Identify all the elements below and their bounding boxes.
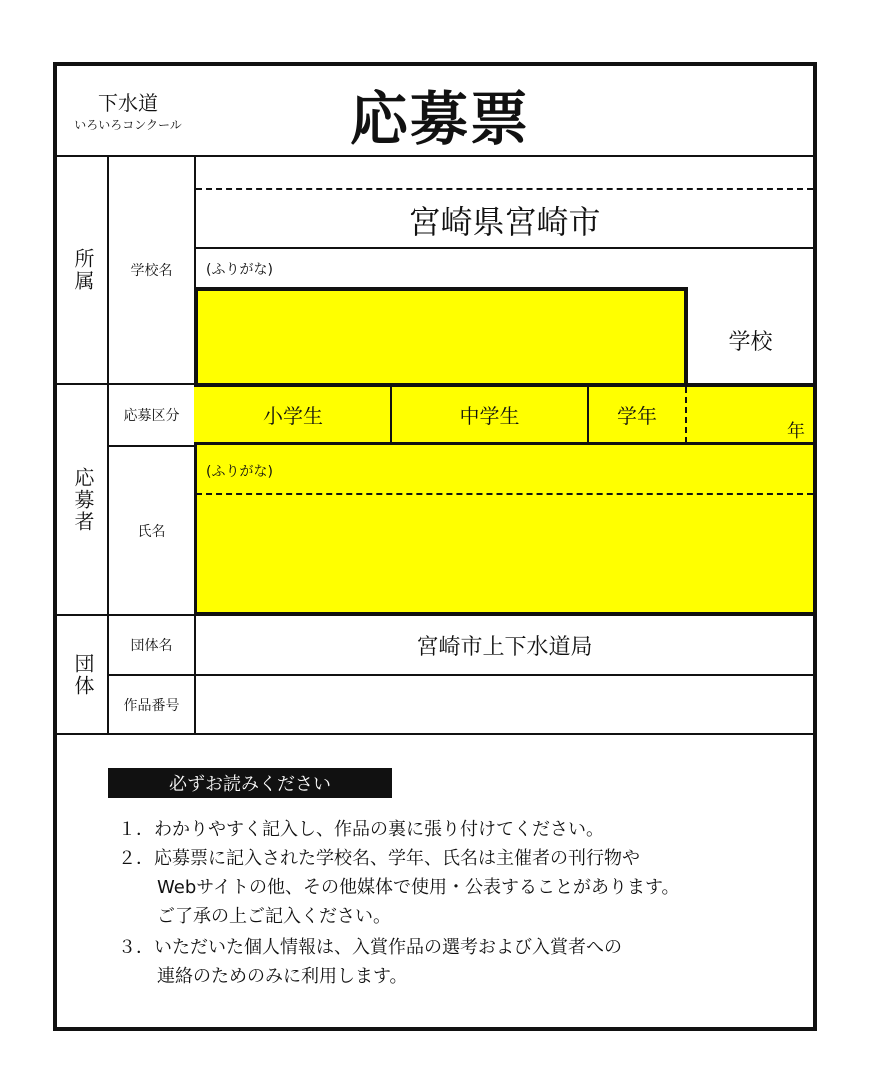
category-elementary[interactable]: 小学生 bbox=[263, 404, 323, 428]
note-item: Webサイトの他、その他媒体で使用・公表することがあります。 bbox=[157, 877, 680, 898]
school-city: 宮崎県宮崎市 bbox=[408, 202, 601, 241]
school-name-label: 学校名 bbox=[130, 263, 173, 279]
divider-notes bbox=[57, 733, 813, 735]
note-item: ３．いただいた個人情報は、入賞作品の選考および入賞者への bbox=[118, 937, 622, 958]
brand-line1: 下水道 bbox=[98, 90, 158, 115]
note-item: 連絡のためのみに利用します。 bbox=[157, 966, 408, 987]
page-title: 応募票 bbox=[349, 85, 530, 153]
school-name-input[interactable] bbox=[194, 287, 688, 385]
section-applicant: 応募者 bbox=[71, 466, 95, 533]
school-city-line bbox=[196, 247, 813, 249]
section-group: 団体 bbox=[71, 652, 95, 697]
section-affiliation: 所属 bbox=[71, 248, 95, 292]
note-item: １．わかりやすく記入し、作品の裏に張り付けてください。 bbox=[118, 819, 604, 840]
section-applicant-cell bbox=[59, 385, 107, 614]
note-item: ２．応募票に記入された学校名、学年、氏名は主催者の刊行物や bbox=[118, 848, 640, 869]
brand-line2: いろいろコンクール bbox=[74, 117, 182, 132]
grade-label: 学年 bbox=[617, 404, 657, 428]
section-group-cell bbox=[59, 616, 107, 733]
note-item: ご了承の上ご記入ください。 bbox=[157, 906, 391, 927]
group-name-value: 宮崎市上下水道局 bbox=[416, 634, 593, 660]
category-label: 応募区分 bbox=[123, 408, 180, 424]
work-number-input[interactable] bbox=[196, 676, 813, 733]
school-dashed-line bbox=[196, 188, 813, 190]
notes-heading: 必ずお読みください bbox=[108, 768, 392, 798]
group-name-label: 団体名 bbox=[130, 638, 173, 654]
grade-suffix: 年 bbox=[787, 421, 805, 442]
school-furigana-hint: (ふりがな) bbox=[206, 262, 273, 278]
name-dashed-line bbox=[196, 493, 813, 495]
name-label: 氏名 bbox=[137, 523, 166, 540]
name-furigana-hint: (ふりがな) bbox=[206, 464, 273, 480]
work-number-label: 作品番号 bbox=[123, 697, 180, 714]
category-junior-high[interactable]: 中学生 bbox=[459, 404, 520, 428]
school-suffix: 学校 bbox=[728, 329, 773, 355]
section-affiliation-cell bbox=[59, 157, 107, 383]
name-input[interactable] bbox=[194, 445, 813, 616]
